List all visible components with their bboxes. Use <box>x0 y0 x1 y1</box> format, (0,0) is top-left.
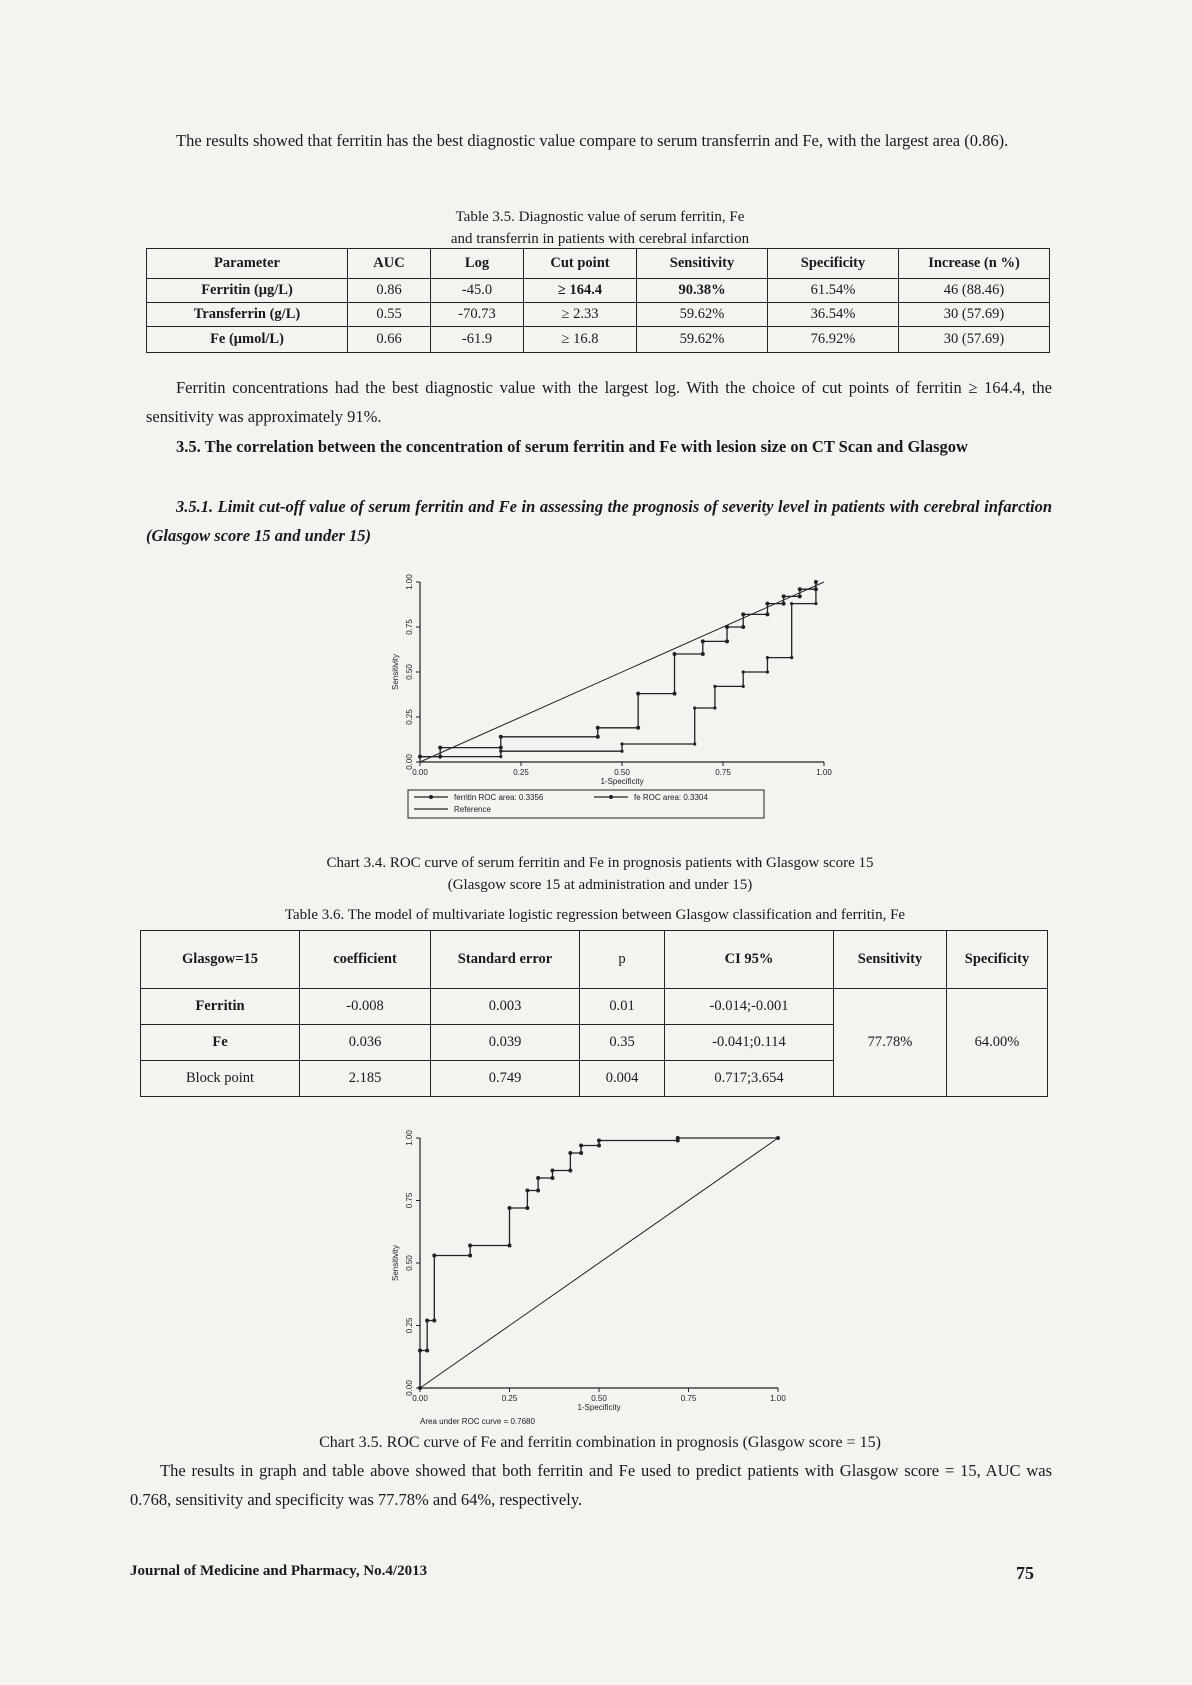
roc-point <box>525 1206 529 1210</box>
intro-paragraph: The results showed that ferritin has the best diagnostic value compare to serum transferrin and Fe, with the largest area (0.86). <box>176 131 1009 150</box>
conclusion-paragraph: The results in graph and table above showed that both ferritin and Fe used to predict patients with Glasgow score = 15, AUC was 0.768, sensitivity and specificity was 77.78% and 64%, respectively. <box>130 1461 1052 1509</box>
roc-point <box>499 746 503 750</box>
roc-point <box>418 755 421 758</box>
table-cell: 30 (57.69) <box>899 327 1050 353</box>
chart-3-4-caption-line-2: (Glasgow score 15 at administration and under 15) <box>447 877 753 893</box>
table-3-6 <box>140 930 1048 1097</box>
roc-point <box>676 1136 680 1140</box>
roc-point <box>798 594 802 598</box>
page-number: 75 <box>1016 1563 1034 1583</box>
roc-point <box>766 656 769 659</box>
roc-point <box>693 706 696 709</box>
x-tick-label: 0.00 <box>412 1394 428 1403</box>
y-tick-label: 0.50 <box>405 1255 414 1271</box>
roc-point <box>550 1176 554 1180</box>
table-row <box>147 327 1050 353</box>
table-header: AUC <box>348 249 431 279</box>
x-tick-label: 1.00 <box>770 1394 786 1403</box>
y-axis-label: Sensitivity <box>391 653 400 691</box>
table-header: Sensitivity <box>637 249 768 279</box>
y-tick-label: 0.50 <box>405 664 414 680</box>
roc-point <box>499 755 502 758</box>
table-3-6-caption: Table 3.6. The model of multivariate logistic regression between Glasgow classification and ferritin, Fe <box>284 907 906 923</box>
roc-point <box>636 726 640 730</box>
table-cell: -45.0 <box>431 279 524 303</box>
roc-point <box>765 612 769 616</box>
table-header: Cut point <box>524 249 637 279</box>
table-cell: -61.9 <box>431 327 524 353</box>
x-tick-label: 0.00 <box>412 768 428 777</box>
specificity-cell: 64.00% <box>947 989 1048 1097</box>
chart-3-5 <box>384 1126 814 1436</box>
table-3-5-caption-line-2: and transferrin in patients with cerebral infarction <box>450 231 750 247</box>
roc-point <box>432 1254 436 1258</box>
table-cell: ≥ 164.4 <box>524 279 637 303</box>
table-cell: Ferritin <box>141 989 300 1025</box>
x-tick-label: 0.75 <box>680 1394 697 1403</box>
table-cell: 0.55 <box>348 303 431 327</box>
table-cell: Fe <box>141 1025 300 1061</box>
ferritin-paragraph: Ferritin concentrations had the best diagnostic value with the largest log. With the choice of cut points of ferritin ≥ 164.4, the sensitivity was approximately 91%. <box>146 378 1052 426</box>
roc-point <box>597 1144 601 1148</box>
roc-point <box>782 594 786 598</box>
table-cell: 0.86 <box>348 279 431 303</box>
roc-point <box>673 652 677 656</box>
roc-series-line <box>420 582 816 757</box>
chart-3-4-caption-line-1: Chart 3.4. ROC curve of serum ferritin and Fe in prognosis patients with Glasgow score 15 <box>326 855 874 871</box>
roc-point <box>701 652 705 656</box>
roc-point <box>713 706 716 709</box>
sensitivity-cell: 77.78% <box>834 989 947 1097</box>
table-cell: -0.008 <box>300 989 431 1025</box>
roc-point <box>468 1254 472 1258</box>
table-cell: Fe (μmol/L) <box>147 327 348 353</box>
table-3-5-caption-line-1: Table 3.5. Diagnostic value of serum ferritin, Fe <box>455 209 745 225</box>
y-tick-label: 0.00 <box>405 1380 414 1396</box>
table-cell: 30 (57.69) <box>899 303 1050 327</box>
table-cell: Ferritin (μg/L) <box>147 279 348 303</box>
legend-label: ferritin ROC area: 0.3356 <box>454 793 544 802</box>
table-row <box>141 989 1048 1025</box>
chart-3-4-caption <box>160 852 1040 896</box>
table-cell: 90.38% <box>637 279 768 303</box>
roc-point <box>438 746 442 750</box>
roc-point <box>673 692 677 696</box>
chart-area-note: Area under ROC curve = 0.7680 <box>420 1417 535 1426</box>
table-header: Standard error <box>431 931 580 989</box>
table-cell: 36.54% <box>768 303 899 327</box>
legend-marker <box>609 795 613 799</box>
table-cell: 0.35 <box>580 1025 665 1061</box>
table-cell: Transferrin (g/L) <box>147 303 348 327</box>
y-tick-label: 1.00 <box>405 1130 414 1146</box>
roc-point <box>798 587 802 591</box>
table-row <box>147 303 1050 327</box>
roc-point <box>742 685 745 688</box>
x-axis-label: 1-Specificity <box>577 1403 621 1412</box>
journal-footer: Journal of Medicine and Pharmacy, No.4/2013 <box>130 1563 428 1579</box>
table-cell: 0.004 <box>580 1061 665 1097</box>
roc-point <box>620 750 623 753</box>
x-tick-label: 0.25 <box>501 1394 518 1403</box>
roc-series-line <box>420 1138 778 1388</box>
table-header: Glasgow=15 <box>141 931 300 989</box>
x-axis-label: 1-Specificity <box>600 777 644 786</box>
roc-point <box>636 692 640 696</box>
table-header: Specificity <box>768 249 899 279</box>
roc-point <box>499 750 502 753</box>
table-cell: 76.92% <box>768 327 899 353</box>
table-cell: 0.749 <box>431 1061 580 1097</box>
x-tick-label: 0.25 <box>513 768 529 777</box>
x-tick-label: 0.50 <box>614 768 630 777</box>
roc-point <box>620 742 623 745</box>
table-header: Parameter <box>147 249 348 279</box>
roc-point <box>596 735 600 739</box>
roc-point <box>508 1244 512 1248</box>
y-tick-label: 0.75 <box>405 619 414 635</box>
roc-point <box>596 726 600 730</box>
roc-point <box>713 685 716 688</box>
roc-point <box>418 1349 422 1353</box>
table-header: p <box>580 931 665 989</box>
roc-point <box>425 1319 429 1323</box>
roc-point <box>425 1349 429 1353</box>
y-tick-label: 0.25 <box>405 1317 414 1334</box>
roc-point <box>725 639 729 643</box>
roc-point <box>766 670 769 673</box>
table-cell: 0.01 <box>580 989 665 1025</box>
y-tick-label: 1.00 <box>405 574 414 590</box>
table-cell: ≥ 2.33 <box>524 303 637 327</box>
table-cell: 59.62% <box>637 303 768 327</box>
roc-point <box>741 625 745 629</box>
roc-point <box>765 602 769 606</box>
table-cell: 61.54% <box>768 279 899 303</box>
y-axis-label: Sensitivity <box>391 1244 400 1282</box>
section-heading-3-5: 3.5. The correlation between the concentration of serum ferritin and Fe with lesion size on CT Scan and Glasgow <box>176 437 968 456</box>
roc-point <box>568 1151 572 1155</box>
table-cell: Block point <box>141 1061 300 1097</box>
roc-point <box>741 612 745 616</box>
roc-point <box>568 1169 572 1173</box>
roc-point <box>790 602 793 605</box>
roc-series-line <box>420 582 816 757</box>
y-tick-label: 0.75 <box>405 1192 414 1209</box>
legend-label: Reference <box>454 805 491 814</box>
roc-point <box>536 1189 540 1193</box>
table-cell: -0.014;-0.001 <box>665 989 834 1025</box>
table-cell: -0.041;0.114 <box>665 1025 834 1061</box>
legend-label: fe ROC area: 0.3304 <box>634 793 708 802</box>
x-tick-label: 0.75 <box>715 768 731 777</box>
table-header: Log <box>431 249 524 279</box>
roc-point <box>814 602 817 605</box>
roc-point <box>790 656 793 659</box>
table-cell: 0.036 <box>300 1025 431 1061</box>
roc-point <box>432 1319 436 1323</box>
table-header: Increase (n %) <box>899 249 1050 279</box>
table-row <box>147 279 1050 303</box>
table-3-5-caption <box>300 206 900 250</box>
chart-3-4 <box>384 572 834 832</box>
roc-point <box>782 602 786 606</box>
roc-point <box>579 1151 583 1155</box>
x-tick-label: 1.00 <box>816 768 832 777</box>
x-tick-label: 0.50 <box>591 1394 607 1403</box>
roc-point <box>536 1176 540 1180</box>
roc-point <box>693 742 696 745</box>
table-cell: 59.62% <box>637 327 768 353</box>
table-header: Specificity <box>947 931 1048 989</box>
table-cell: 0.66 <box>348 327 431 353</box>
y-tick-label: 0.25 <box>405 709 414 725</box>
roc-point <box>814 580 817 583</box>
table-header: Sensitivity <box>834 931 947 989</box>
table-cell: -70.73 <box>431 303 524 327</box>
table-cell: 2.185 <box>300 1061 431 1097</box>
roc-point <box>499 735 503 739</box>
roc-point <box>579 1144 583 1148</box>
roc-point <box>468 1244 472 1248</box>
roc-point <box>508 1206 512 1210</box>
legend-marker <box>429 795 433 799</box>
roc-point <box>742 670 745 673</box>
table-cell: 0.003 <box>431 989 580 1025</box>
table-cell: 0.717;3.654 <box>665 1061 834 1097</box>
table-header: coefficient <box>300 931 431 989</box>
table-cell: 0.039 <box>431 1025 580 1061</box>
roc-point <box>550 1169 554 1173</box>
table-cell: ≥ 16.8 <box>524 327 637 353</box>
table-header: CI 95% <box>665 931 834 989</box>
roc-point <box>525 1189 529 1193</box>
table-cell: 46 (88.46) <box>899 279 1050 303</box>
roc-point <box>597 1139 601 1143</box>
y-tick-label: 0.00 <box>405 754 414 770</box>
chart-3-5-caption: Chart 3.5. ROC curve of Fe and ferritin combination in prognosis (Glasgow score = 15) <box>319 1434 881 1451</box>
table-3-5 <box>146 248 1050 353</box>
roc-point <box>701 639 705 643</box>
section-heading-3-5-1: 3.5.1. Limit cut-off value of serum ferritin and Fe in assessing the prognosis of severity level in patients with cerebral infarction (Glasgow score 15 and under 15) <box>146 497 1052 545</box>
